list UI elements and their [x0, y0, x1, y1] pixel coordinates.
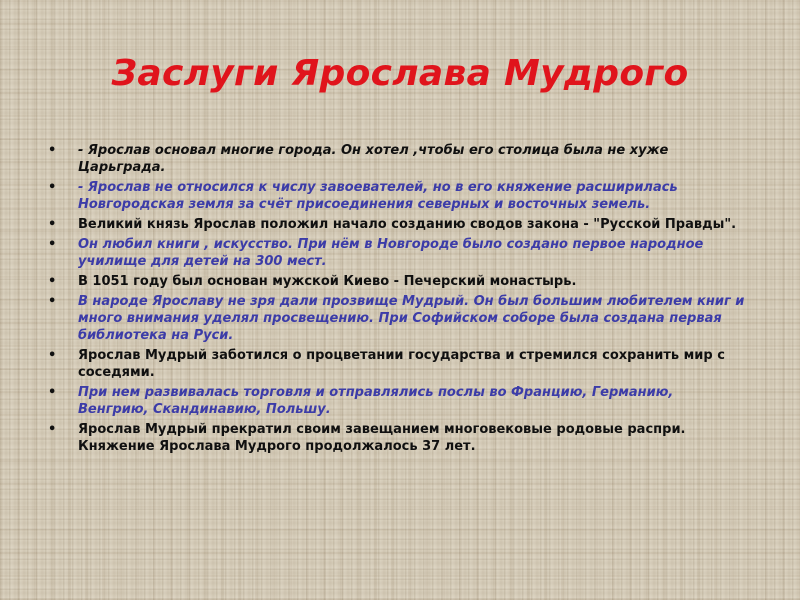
- bullet-icon: •: [48, 274, 57, 289]
- bullet-icon: •: [48, 217, 57, 232]
- bullet-icon: •: [48, 237, 57, 252]
- list-item-text: Он любил книги , искусство. При нём в Новгороде было создано первое народное училище для детей на 300 мест.: [78, 237, 704, 269]
- bullet-icon: •: [48, 180, 57, 195]
- list-item: [48, 347, 748, 381]
- list-item: [48, 236, 748, 270]
- bullet-icon: •: [48, 385, 57, 400]
- list-item: [48, 179, 748, 213]
- list-item-text: - Ярослав основал многие города. Он хотел ,чтобы его столица была не хуже Царьграда.: [78, 143, 669, 175]
- list-item-text: При нем развивалась торговля и отправлялись послы во Францию, Германию, Венгрию, Скандинавию, Польшу.: [78, 385, 674, 417]
- list-item: [48, 293, 748, 344]
- list-item-text: В народе Ярославу не зря дали прозвище Мудрый. Он был большим любителем книг и много внимания уделял просвещению. При Софийском соборе была создана первая библиотека на Руси.: [78, 294, 745, 343]
- list-item-text: Ярослав Мудрый прекратил своим завещанием многовековые родовые распри. Княжение Ярослава Мудрого продолжалось 37 лет.: [78, 422, 686, 454]
- slide-title: Заслуги Ярослава Мудрого: [111, 53, 689, 94]
- list-item: [48, 142, 748, 176]
- list-item-text: - Ярослав не относился к числу завоевателей, но в его княжение расширилась Новгородская земля за счёт присоединения северных и восточных земель.: [78, 180, 678, 212]
- list-item: [48, 216, 748, 233]
- list-item: [48, 273, 748, 290]
- list-item: [48, 421, 748, 455]
- list-item-text: Великий князь Ярослав положил начало созданию сводов закона - "Русской Правды".: [78, 217, 737, 232]
- bullet-icon: •: [48, 294, 57, 309]
- bullet-list: [48, 142, 748, 458]
- bullet-icon: •: [48, 143, 57, 158]
- bullet-icon: •: [48, 422, 57, 437]
- bullet-icon: •: [48, 348, 57, 363]
- list-item: [48, 384, 748, 418]
- list-item-text: В 1051 году был основан мужской Киево - Печерский монастырь.: [78, 274, 577, 289]
- list-item-text: Ярослав Мудрый заботился о процветании государства и стремился сохранить мир с соседями.: [78, 348, 725, 380]
